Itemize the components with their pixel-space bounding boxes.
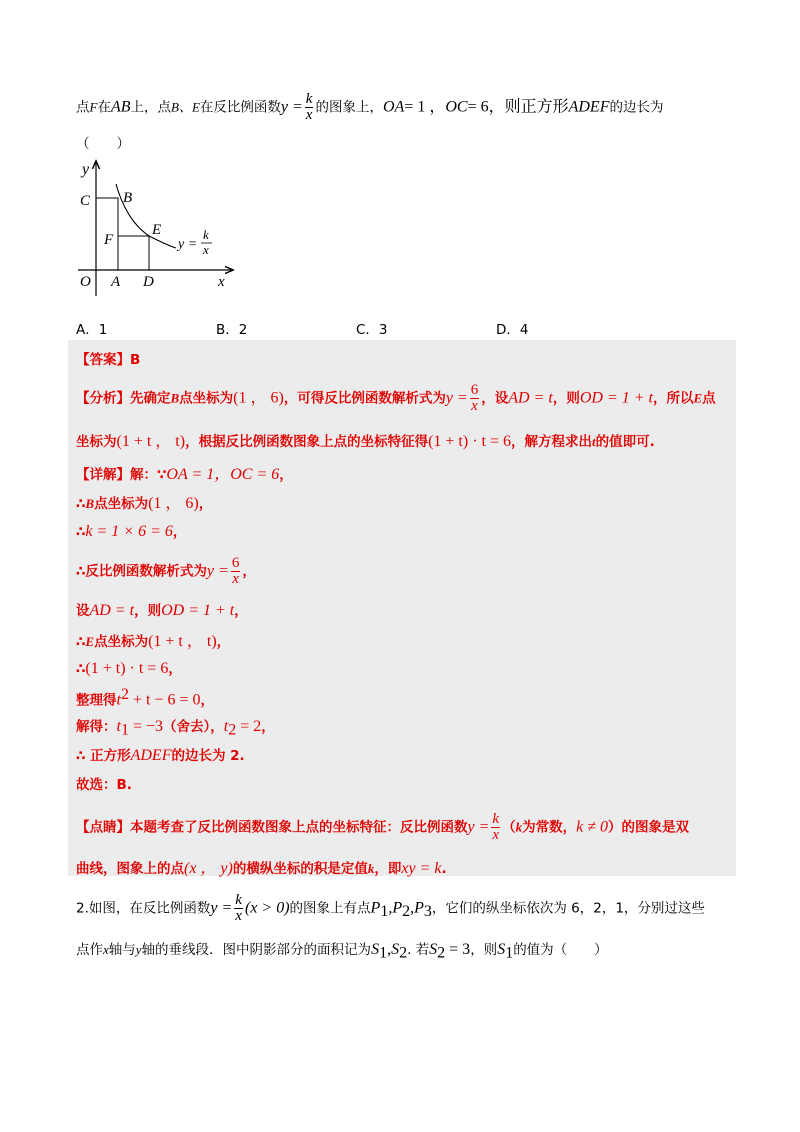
step-text: ， bbox=[198, 496, 213, 512]
analysis-text: ，解方程求出 bbox=[511, 434, 592, 450]
step-1 bbox=[76, 490, 212, 513]
step-t1: t bbox=[116, 718, 121, 735]
q2-eq: = 3 bbox=[445, 941, 471, 958]
point-line-1 bbox=[76, 812, 689, 843]
frac-den: x bbox=[235, 908, 242, 924]
step-text: 整理得 bbox=[76, 692, 117, 709]
q1-square: ADEF bbox=[568, 98, 610, 116]
choice-c[interactable]: C．3 bbox=[356, 322, 388, 338]
analysis-line-1 bbox=[76, 383, 716, 414]
q1-text: 在反比例函数 bbox=[199, 99, 281, 116]
point-text: ，即 bbox=[374, 861, 402, 877]
step-text: ， bbox=[172, 524, 187, 540]
label-f: F bbox=[104, 232, 114, 248]
step-frac bbox=[231, 556, 241, 587]
step-8 bbox=[76, 715, 275, 740]
q2-text: 2.如图，在反比例函数 bbox=[76, 900, 211, 917]
step-sup: 2 bbox=[120, 686, 129, 703]
q2-sub: 1 bbox=[379, 944, 388, 962]
q1-oa: OA bbox=[382, 98, 405, 116]
point-text: （ bbox=[502, 819, 516, 836]
label-y: y bbox=[82, 161, 90, 178]
point-y: y = bbox=[467, 818, 490, 836]
q1-text: 的边长为 bbox=[609, 99, 664, 116]
step-5 bbox=[76, 628, 230, 651]
step-7 bbox=[76, 686, 214, 710]
q1-oc: OC bbox=[445, 98, 468, 116]
step-text: ， bbox=[242, 563, 256, 580]
step-eq: (1 + t) · t = 6 bbox=[85, 660, 169, 677]
q1-func-y: y = bbox=[280, 98, 303, 116]
q2-y-axis: y bbox=[135, 942, 142, 957]
q2-s2: S bbox=[391, 941, 400, 958]
step-3 bbox=[76, 556, 256, 587]
step-od: OD = 1 + t bbox=[161, 602, 235, 619]
q1-paren: （ ） bbox=[76, 136, 130, 152]
analysis-b: B bbox=[170, 390, 180, 406]
q2-text: 的值为（ ） bbox=[513, 942, 608, 958]
step-b: B bbox=[85, 496, 95, 511]
analysis-e: E bbox=[693, 390, 703, 406]
q1-point-f: F bbox=[89, 99, 98, 115]
q1-graph bbox=[74, 156, 244, 296]
label-b: B bbox=[123, 190, 133, 206]
step-y: y = bbox=[206, 562, 229, 580]
step-text: ∴ bbox=[76, 524, 86, 540]
analysis-text: ，根据反比例函数图象上点的坐标特征得 bbox=[185, 434, 429, 450]
detail-text: 【详解】解：∵ bbox=[76, 467, 167, 483]
step-eq: = −3 bbox=[128, 718, 163, 735]
step-9 bbox=[76, 744, 245, 765]
label-e: E bbox=[152, 222, 162, 238]
q1-text: 上，点 bbox=[130, 99, 171, 116]
q2-s1: S bbox=[371, 941, 380, 958]
detail-text: ， bbox=[279, 467, 293, 483]
label-c: C bbox=[80, 193, 91, 209]
q2-domain: (x > 0) bbox=[244, 899, 290, 917]
label-x: x bbox=[218, 274, 225, 290]
frac-num: 6 bbox=[470, 382, 479, 398]
q2-text: 轴的垂线段．图中阴影部分的面积记为 bbox=[141, 942, 372, 958]
analysis-text: ，可得反比例函数解析式为 bbox=[283, 390, 446, 407]
step-sub: 1 bbox=[120, 721, 129, 739]
step-text: ， bbox=[168, 661, 182, 677]
q1-frac-den: x bbox=[305, 107, 313, 123]
q2-line-1: 2.如图，在反比例函数y = $\frac{k}{x}$ (x > 0)的图象上有点$P_1,P_2,P_3$，它们的纵坐标依次为 6，2，1，分别过这些 bbox=[76, 892, 705, 924]
q2-sub: 2 bbox=[399, 944, 408, 962]
q1-segment-ab: AB bbox=[110, 98, 131, 116]
q1-frac-num: k bbox=[305, 91, 313, 107]
step-text: ， bbox=[200, 692, 214, 709]
step-eq: + t − 6 = 0 bbox=[128, 691, 201, 709]
q2-sub: 2 bbox=[402, 903, 411, 921]
point-text: 【点睛】本题考查了反比例函数图象上点的坐标特征：反比例函数 bbox=[76, 819, 468, 836]
q2-sub: 1 bbox=[380, 903, 389, 921]
point-frac bbox=[491, 812, 500, 843]
analysis-text: 点 bbox=[702, 390, 716, 407]
q2-line-2: 点作x轴与y轴的垂线段．图中阴影部分的面积记为$S_1,S_2$. 若$S_2 = 3$，则$S_1$的值为（ ） bbox=[76, 941, 608, 962]
step-text: ， bbox=[234, 603, 248, 619]
step-4 bbox=[76, 599, 248, 620]
point-text: . bbox=[441, 861, 447, 877]
step-text: 解得： bbox=[76, 719, 117, 735]
frac-den: x bbox=[471, 398, 478, 414]
square-adef bbox=[118, 236, 149, 270]
analysis-text: ，所以 bbox=[652, 390, 694, 407]
q1-stem bbox=[76, 92, 663, 123]
step-t2: t bbox=[223, 718, 229, 735]
q2-text: . 若 bbox=[407, 942, 430, 958]
step-text: ， bbox=[216, 634, 231, 650]
analysis-eq: (1 + t) · t = 6 bbox=[428, 433, 511, 450]
step-coord: (1 + t ， t) bbox=[148, 633, 217, 650]
frac-num: 6 bbox=[231, 555, 240, 571]
detail-line bbox=[76, 461, 293, 484]
q2-sub: 1 bbox=[505, 944, 514, 962]
step-text: ∴ bbox=[76, 496, 86, 512]
point-text: 曲线，图象上的点 bbox=[76, 861, 184, 877]
step-text: 点坐标为 bbox=[94, 634, 149, 650]
frac-den: x bbox=[232, 571, 239, 587]
q2-y: y = bbox=[210, 899, 233, 917]
analysis-text: 点坐标为 bbox=[179, 390, 234, 407]
step-t: t bbox=[116, 691, 121, 709]
frac-num: k bbox=[235, 892, 242, 908]
q1-fraction bbox=[305, 92, 314, 123]
analysis-text: ，设 bbox=[481, 390, 509, 407]
analysis-text: 坐标为 bbox=[76, 434, 117, 450]
q2-sub: 2 bbox=[437, 944, 446, 962]
label-o: O bbox=[80, 274, 91, 290]
answer-line: 【答案】B bbox=[76, 352, 141, 368]
choice-a[interactable]: A．1 bbox=[76, 322, 108, 338]
q1-points-be: B、E bbox=[171, 99, 200, 115]
step-ad: AD = t bbox=[89, 602, 135, 619]
q2-p2: P bbox=[392, 899, 403, 917]
point-k: k bbox=[515, 819, 523, 835]
analysis-coord: (1 ， 6) bbox=[233, 389, 284, 407]
analysis-text: ，则 bbox=[552, 390, 580, 407]
analysis-t: t bbox=[592, 434, 596, 449]
point-kneq: k ≠ 0 bbox=[576, 818, 608, 836]
step-text: 的边长为 2. bbox=[171, 748, 245, 764]
step-text: ∴ bbox=[76, 661, 86, 677]
frac-den: x bbox=[492, 827, 500, 843]
step-coord: (1 ， 6) bbox=[148, 495, 199, 512]
q2-frac bbox=[234, 893, 243, 924]
q2-text: ，它们的纵坐标依次为 6，2，1，分别过这些 bbox=[431, 900, 705, 917]
analysis-y: y = bbox=[445, 389, 468, 407]
point-xy: (x ， y) bbox=[184, 860, 233, 877]
analysis-line-2 bbox=[76, 428, 655, 451]
step-text: ∴反比例函数解析式为 bbox=[76, 563, 207, 580]
q2-sub: 3 bbox=[423, 903, 432, 921]
q1-oc-val: = 6，则正方形 bbox=[467, 98, 569, 116]
q1-text: 点 bbox=[76, 99, 90, 116]
step-6 bbox=[76, 657, 182, 678]
analysis-frac bbox=[470, 383, 480, 414]
q1-text: 的图象上， bbox=[315, 99, 383, 116]
point-text: ）的图象是双 bbox=[607, 819, 689, 836]
label-curve-k: k bbox=[203, 227, 209, 242]
analysis-od: OD = 1 + t bbox=[579, 389, 653, 407]
point-text: 的横纵坐标的积是定值 bbox=[232, 861, 368, 877]
q2-s1b: S bbox=[497, 941, 506, 958]
q2-text: ，则 bbox=[470, 942, 498, 958]
step-e: E bbox=[85, 634, 95, 649]
step-2 bbox=[76, 520, 186, 541]
step-sub: 2 bbox=[228, 721, 237, 739]
step-10: 故选：B. bbox=[76, 777, 132, 793]
point-k: k bbox=[367, 861, 375, 876]
q2-text: 点作 bbox=[76, 942, 103, 958]
step-text: ∴ bbox=[76, 634, 86, 650]
q2-p3: P bbox=[414, 899, 424, 917]
step-text: ， bbox=[210, 719, 224, 735]
step-text: （舍去） bbox=[163, 719, 211, 735]
detail-given: OA = 1，OC = 6 bbox=[166, 466, 280, 483]
analysis-coord: (1 + t ， t) bbox=[116, 433, 186, 450]
step-text: ，则 bbox=[134, 603, 162, 619]
step-k: k = 1 × 6 = 6 bbox=[85, 523, 173, 540]
step-eq: = 2 bbox=[236, 718, 262, 735]
label-d: D bbox=[143, 274, 154, 290]
q2-text: 轴与 bbox=[108, 942, 136, 958]
point-xyk: xy = k bbox=[401, 860, 442, 877]
label-curve-y: y = bbox=[178, 237, 198, 252]
frac-num: k bbox=[492, 811, 500, 827]
step-square: ADEF bbox=[130, 747, 172, 764]
q2-p1: P bbox=[370, 899, 381, 917]
point-text: 为常数， bbox=[522, 819, 577, 836]
label-curve-x: x bbox=[203, 242, 209, 257]
analysis-text: 【分析】先确定 bbox=[76, 390, 171, 407]
step-text: ∴ 正方形 bbox=[76, 748, 131, 764]
analysis-ad: AD = t bbox=[508, 389, 553, 407]
choice-d[interactable]: D．4 bbox=[496, 322, 529, 338]
choice-b[interactable]: B．2 bbox=[216, 322, 248, 338]
q2-x: x bbox=[103, 942, 109, 957]
q1-text: 在 bbox=[97, 99, 111, 116]
analysis-text: 的值即可. bbox=[595, 434, 655, 450]
step-text: 设 bbox=[76, 603, 90, 619]
q1-oa-val: = 1 ， bbox=[404, 98, 446, 116]
q2-text: 的图象上有点 bbox=[289, 900, 371, 917]
label-a: A bbox=[111, 274, 121, 290]
step-text: ， bbox=[261, 719, 275, 735]
point-line-2 bbox=[76, 855, 447, 878]
q2-s2b: S bbox=[429, 941, 438, 958]
step-text: 点坐标为 bbox=[94, 496, 149, 512]
